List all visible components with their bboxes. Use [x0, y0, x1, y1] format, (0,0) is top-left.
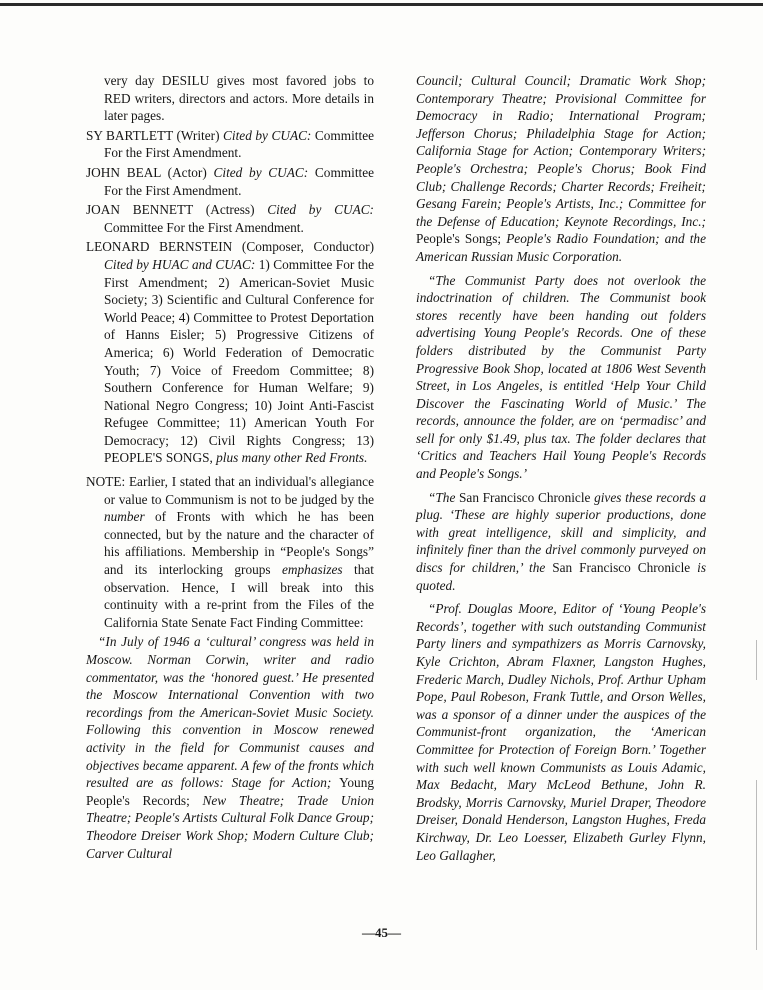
entry-text: Committee For the First Amendment. — [104, 219, 304, 235]
left-column — [86, 72, 374, 864]
desilu-continuation — [86, 72, 374, 125]
note-text: NOTE: Earlier, I stated that an individual's allegiance or value to Communism is not to be judged by the — [86, 474, 374, 507]
paragraph-text: very day DESILU gives most favored jobs to RED writers, directors and actors. More details in later pages. — [104, 73, 374, 124]
quote-paragraph — [86, 633, 374, 862]
entry-beal — [86, 164, 374, 199]
entry-bartlett — [86, 127, 374, 162]
entry-name: SY BARTLETT — [86, 127, 173, 143]
paragraph-text: gives these records a plug. ‘These are highly superior productions, done with great intelligence, skill and simplicity, and infinitely finer than the drivel commonly purveyed on discs for children,’ the — [416, 489, 706, 576]
right-column — [416, 72, 706, 866]
entry-role: (Actress) — [193, 202, 268, 218]
entry-name: JOAN BENNETT — [86, 202, 194, 218]
paragraph-text: “The Communist Party does not overlook the indoctrination of children. The Communist book stores recently have been handing out folders advertising Young People's Records. One of these folders distributed by the Communist Party Progressive Book Shop, located at 1806 West Seventh Street, in Los Angeles, is entitled ‘Help Your Child Discover the Fascinating World of Music.’ The records, announce the folder, are on ‘permadisc’ and sell for only $1.49, plus tax. The folder declares that ‘Critics and Teachers Hail Young People's Records and People's Songs.’ — [416, 272, 706, 482]
entry-citation: Cited by CUAC: — [213, 164, 309, 180]
entry-citation: Cited by HUAC and CUAC: — [104, 256, 256, 272]
note-emphasis: number — [104, 509, 145, 525]
entry-role: (Composer, Conductor) — [232, 239, 375, 255]
quote-text: People's Radio Foundation; and the American Russian Music Corporation. — [416, 231, 706, 264]
paragraph-text: “The — [428, 489, 460, 505]
chronicle-paragraph — [416, 489, 706, 595]
entry-text: Committee For the First Amendment. — [104, 164, 375, 198]
newspaper-name: San Francisco Chronicle — [459, 489, 591, 505]
quote-roman: Young People's Records; — [86, 775, 374, 808]
entry-text: Committee For the First Amendment. — [104, 127, 374, 161]
paragraph-text: “Prof. Douglas Moore, Editor of ‘Young People's Records’, together with such outstanding Communist Party liners and sympathizers as Morris Carnovsky, Kyle Crichton, Abram Flaxner, Langston Hughes, Frederic March, Dudley Nichols, Prof. Arthur Upham Pope, Paul Robeson, Frank Tuttle, and Orson Welles, was a sponsor of a dinner under the auspices of the Communist-front organization, the ‘American Committee for Protection of Foreign Born.’ Together with such well known Communists as Louis Adamic, Max Bedacht, Mary McLeod Bethune, John R. Brodsky, Morris Carnovsky, Muriel Draper, Theodore Dreiser, Donald Henderson, Langston Hughes, Freda Kirchway, Dr. Leo Loesser, Elizabeth Gurley Flynn, Leo Gallagher, — [416, 601, 706, 863]
entry-bennett — [86, 201, 374, 236]
quote-text: “In July of 1946 a ‘cultural’ congress was held in Moscow. Norman Corwin, writer and radio commentator, was the ‘honored guest.’ He presented the Moscow International Convention with two recordings from the American-Soviet Music Society. Following this convention in Moscow renewed activity in the field for Communist causes and objectives became apparent. A few of the fronts which resulted are as follows: Stage for Action; — [86, 634, 374, 791]
note-text: of Fronts with which he has been connected, but by the nature and the character of his affiliations. Membership in “People's Songs” and its interlocking groups — [104, 509, 374, 578]
entry-name: JOHN BEAL — [86, 164, 161, 180]
entry-role: (Actor) — [160, 164, 214, 180]
scan-edge-mark — [756, 640, 757, 680]
children-paragraph — [416, 272, 706, 483]
entry-citation: Cited by CUAC: — [267, 202, 374, 218]
newspaper-name: San Francisco Chronicle — [552, 560, 691, 576]
top-border-rule — [0, 3, 763, 6]
entry-text: 1) Committee For the First Amendment; 2) American-Soviet Music Society; 3) Scientific and Cultural Conference for World Peace; 4) Committee to Protest Deportation of Hanns Eisler; 5) Progressive Citizens of America; 6) World Federation of Democratic Youth; 7) Voice of Freedom Committee; 8) Southern Conference for Human Welfare; 9) National Negro Congress; 10) Joint Anti-Fascist Refugee Committee; 11) American Youth For Democracy; 12) Civil Rights Congress; 13) PEOPLE'S SONGS, — [104, 256, 374, 466]
entry-citation: Cited by CUAC: — [223, 127, 312, 143]
moore-paragraph — [416, 600, 706, 864]
entry-name: LEONARD BERNSTEIN — [86, 239, 233, 255]
quote-text: New Theatre; Trade Union Theatre; People's Artists Cultural Folk Dance Group; Theodore Dreiser Work Shop; Modern Culture Club; Carver Cultural — [86, 792, 374, 861]
quote-text: Council; Cultural Council; Dramatic Work Shop; Contemporary Theatre; Provisional Committee for Democracy in Radio; International Program; Jefferson Chorus; Philadelphia Stage for Action; California Stage for Action; Contemporary Writers; People's Orchestra; People's Chorus; Book Find Club; Challenge Records; Charter Records; Freiheit; Gesang Farein; People's Artists, Inc.; Committee for the Defense of Education; Keynote Recordings, Inc.; — [416, 73, 706, 229]
page-number: —45— — [362, 925, 401, 940]
note-emphasis: emphasizes — [282, 562, 343, 578]
fronts-list-continuation — [416, 72, 706, 266]
note-paragraph — [86, 473, 374, 631]
entry-bernstein — [86, 238, 374, 467]
entry-tail: plus many other Red Fronts. — [216, 450, 368, 466]
note-text: that observation. Hence, I will break into this continuity with a re-print from the Files of the California State Senate Fact Finding Committee: — [104, 562, 375, 630]
quote-roman: People's Songs; — [416, 231, 507, 247]
paragraph-text: is quoted. — [416, 560, 706, 593]
entry-role: (Writer) — [172, 127, 224, 143]
